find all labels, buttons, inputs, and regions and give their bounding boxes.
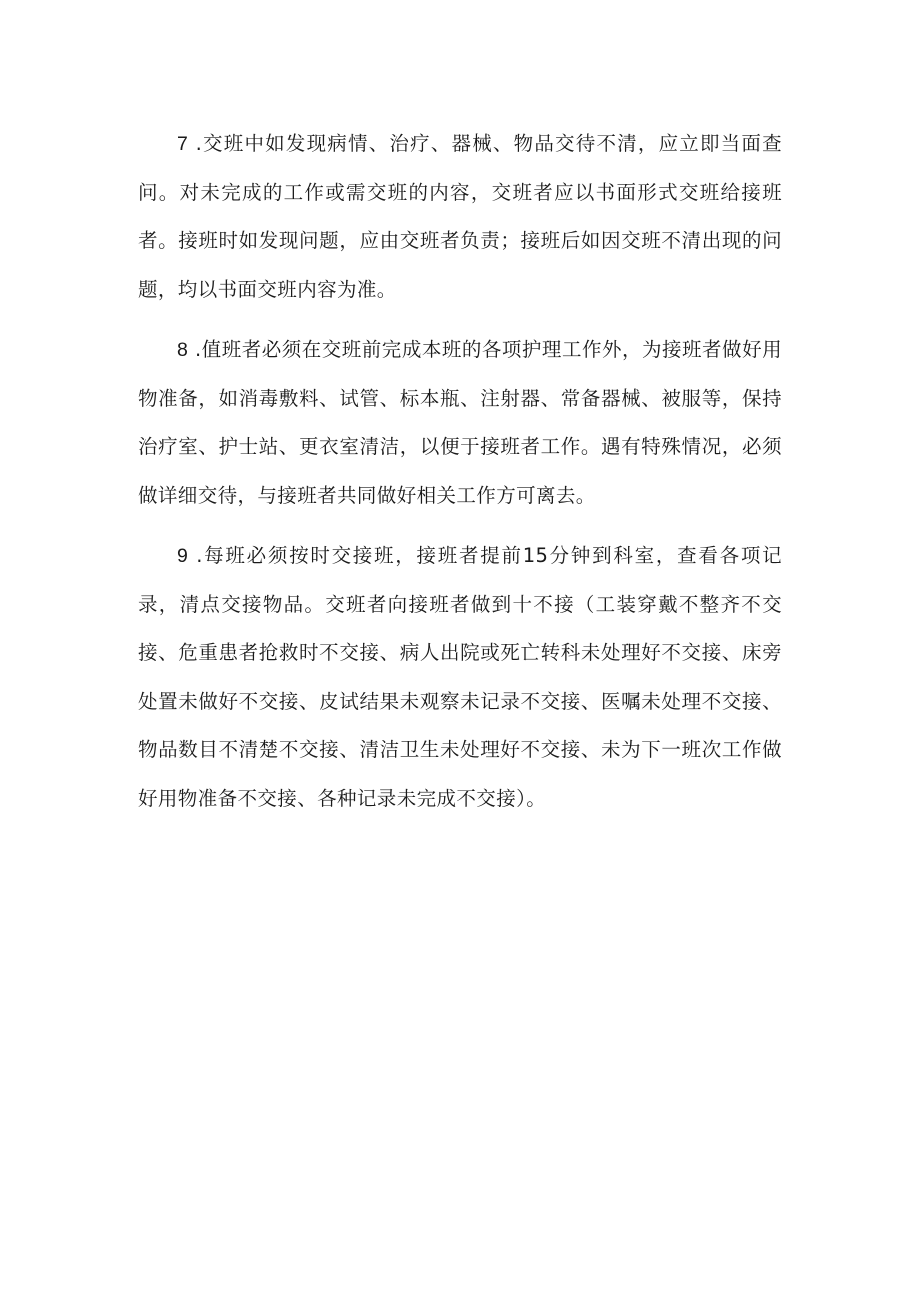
paragraph-text: .每班必须按时交接班，接班者提前15分钟到科室，查看各项记录，清点交接物品。交班者向接班者做到十不接（工装穿戴不整齐不交接、危重患者抢救时不交接、病人出院或死亡转科未处理好不交接、床旁处置未做好不交接、皮试结果未观察未记录不交接、医嘱未处理不交接、物品数目不清楚不交接、清洁卫生未处理好不交接、未为下一班次工作做好用物准备不交接、各种记录未完成不交接）。 [138, 544, 782, 810]
paragraph-8 [138, 326, 782, 520]
paragraph-number: 7 [177, 133, 189, 155]
paragraph-text: .值班者必须在交班前完成本班的各项护理工作外，为接班者做好用物准备，如消毒敷料、试管、标本瓶、注射器、常备器械、被服等，保持治疗室、护士站、更衣室清洁，以便于接班者工作。遇有特殊情况，必须做详细交待，与接班者共同做好相关工作方可离去。 [138, 338, 782, 507]
paragraph-number: 8 [177, 339, 189, 361]
paragraph-7 [138, 120, 782, 314]
paragraph-text: .交班中如发现病情、治疗、器械、物品交待不清，应立即当面查问。对未完成的工作或需交班的内容，交班者应以书面形式交班给接班者。接班时如发现问题，应由交班者负责；接班后如因交班不清出现的问题，均以书面交班内容为准。 [138, 132, 782, 301]
paragraph-number: 9 [177, 545, 189, 567]
paragraph-9 [138, 532, 782, 823]
